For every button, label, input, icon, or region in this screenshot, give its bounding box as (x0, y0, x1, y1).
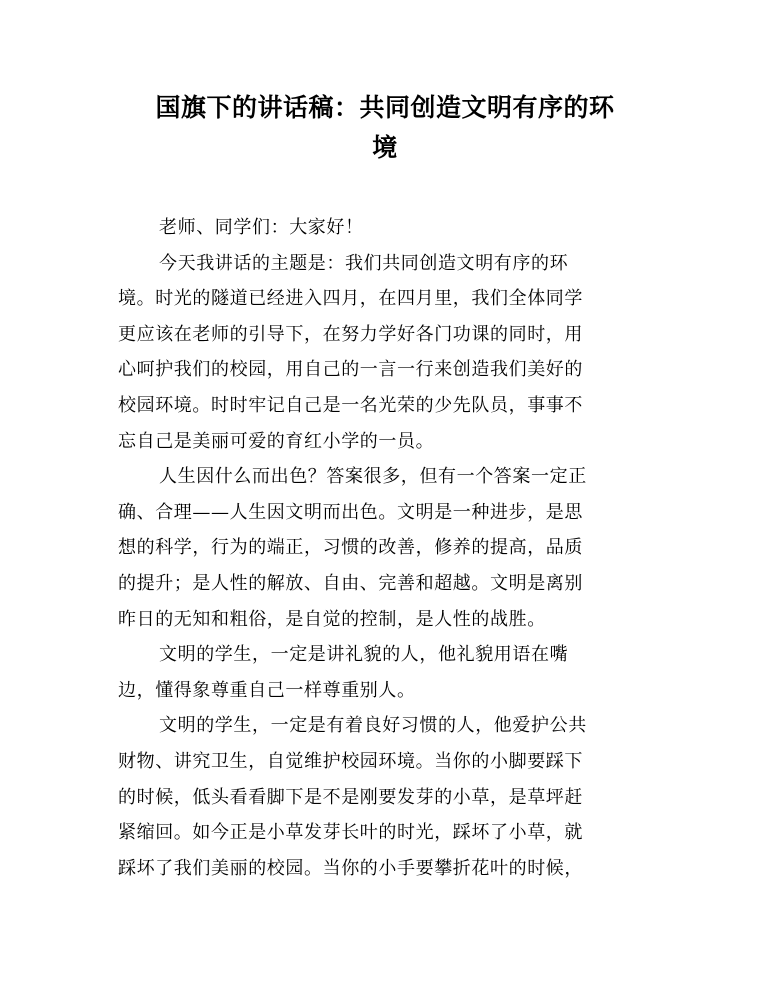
body-text-line: 心呵护我们的校园，用自己的一言一行来创造我们美好的 (118, 359, 583, 381)
body-text-line: 财物、讲究卫生，自觉维护校园环境。当你的小脚要踩下 (118, 750, 583, 772)
body-text-line: 校园环境。时时牢记自己是一名光荣的少先队员，事事不 (118, 394, 583, 416)
body-text-line: 边，懂得象尊重自己一样尊重别人。 (118, 679, 416, 701)
document-title-line: 国旗下的讲话稿：共同创造文明有序的环 (155, 93, 615, 122)
body-text-line: 境。时光的隧道已经进入四月，在四月里，我们全体同学 (118, 288, 583, 310)
body-text-line: 老师、同学们：大家好！ (159, 217, 364, 238)
body-text-line: 文明的学生，一定是有着良好习惯的人，他爱护公共 (159, 715, 587, 737)
body-text-line: 昨日的无知和粗俗，是自觉的控制，是人性的战胜。 (118, 608, 546, 630)
body-text-line: 人生因什么而出色？答案很多，但有一个答案一定正 (159, 466, 587, 488)
body-text-line: 想的科学，行为的端正，习惯的改善，修养的提高，品质 (118, 537, 583, 559)
document-body (118, 210, 658, 886)
document-title-line: 境 (372, 133, 398, 162)
body-text-line: 今天我讲话的主题是：我们共同创造文明有序的环 (159, 252, 569, 274)
body-text-line: 确、合理——人生因文明而出色。文明是一种进步，是思 (118, 501, 583, 523)
document-title (118, 88, 652, 168)
body-text-line: 的提升；是人性的解放、自由、完善和超越。文明是离别 (118, 572, 583, 594)
body-text-line: 更应该在老师的引导下，在努力学好各门功课的同时，用 (118, 323, 583, 345)
body-text-line: 紧缩回。如今正是小草发芽长叶的时光，踩坏了小草，就 (118, 822, 583, 844)
body-text-line: 的时候，低头看看脚下是不是刚要发芽的小草，是草坪赶 (118, 786, 583, 808)
body-text-line: 忘自己是美丽可爱的育红小学的一员。 (118, 430, 435, 452)
body-text-line: 踩坏了我们美丽的校园。当你的小手要攀折花叶的时候， (118, 857, 583, 879)
body-text-line: 文明的学生，一定是讲礼貌的人，他礼貌用语在嘴 (159, 644, 569, 666)
